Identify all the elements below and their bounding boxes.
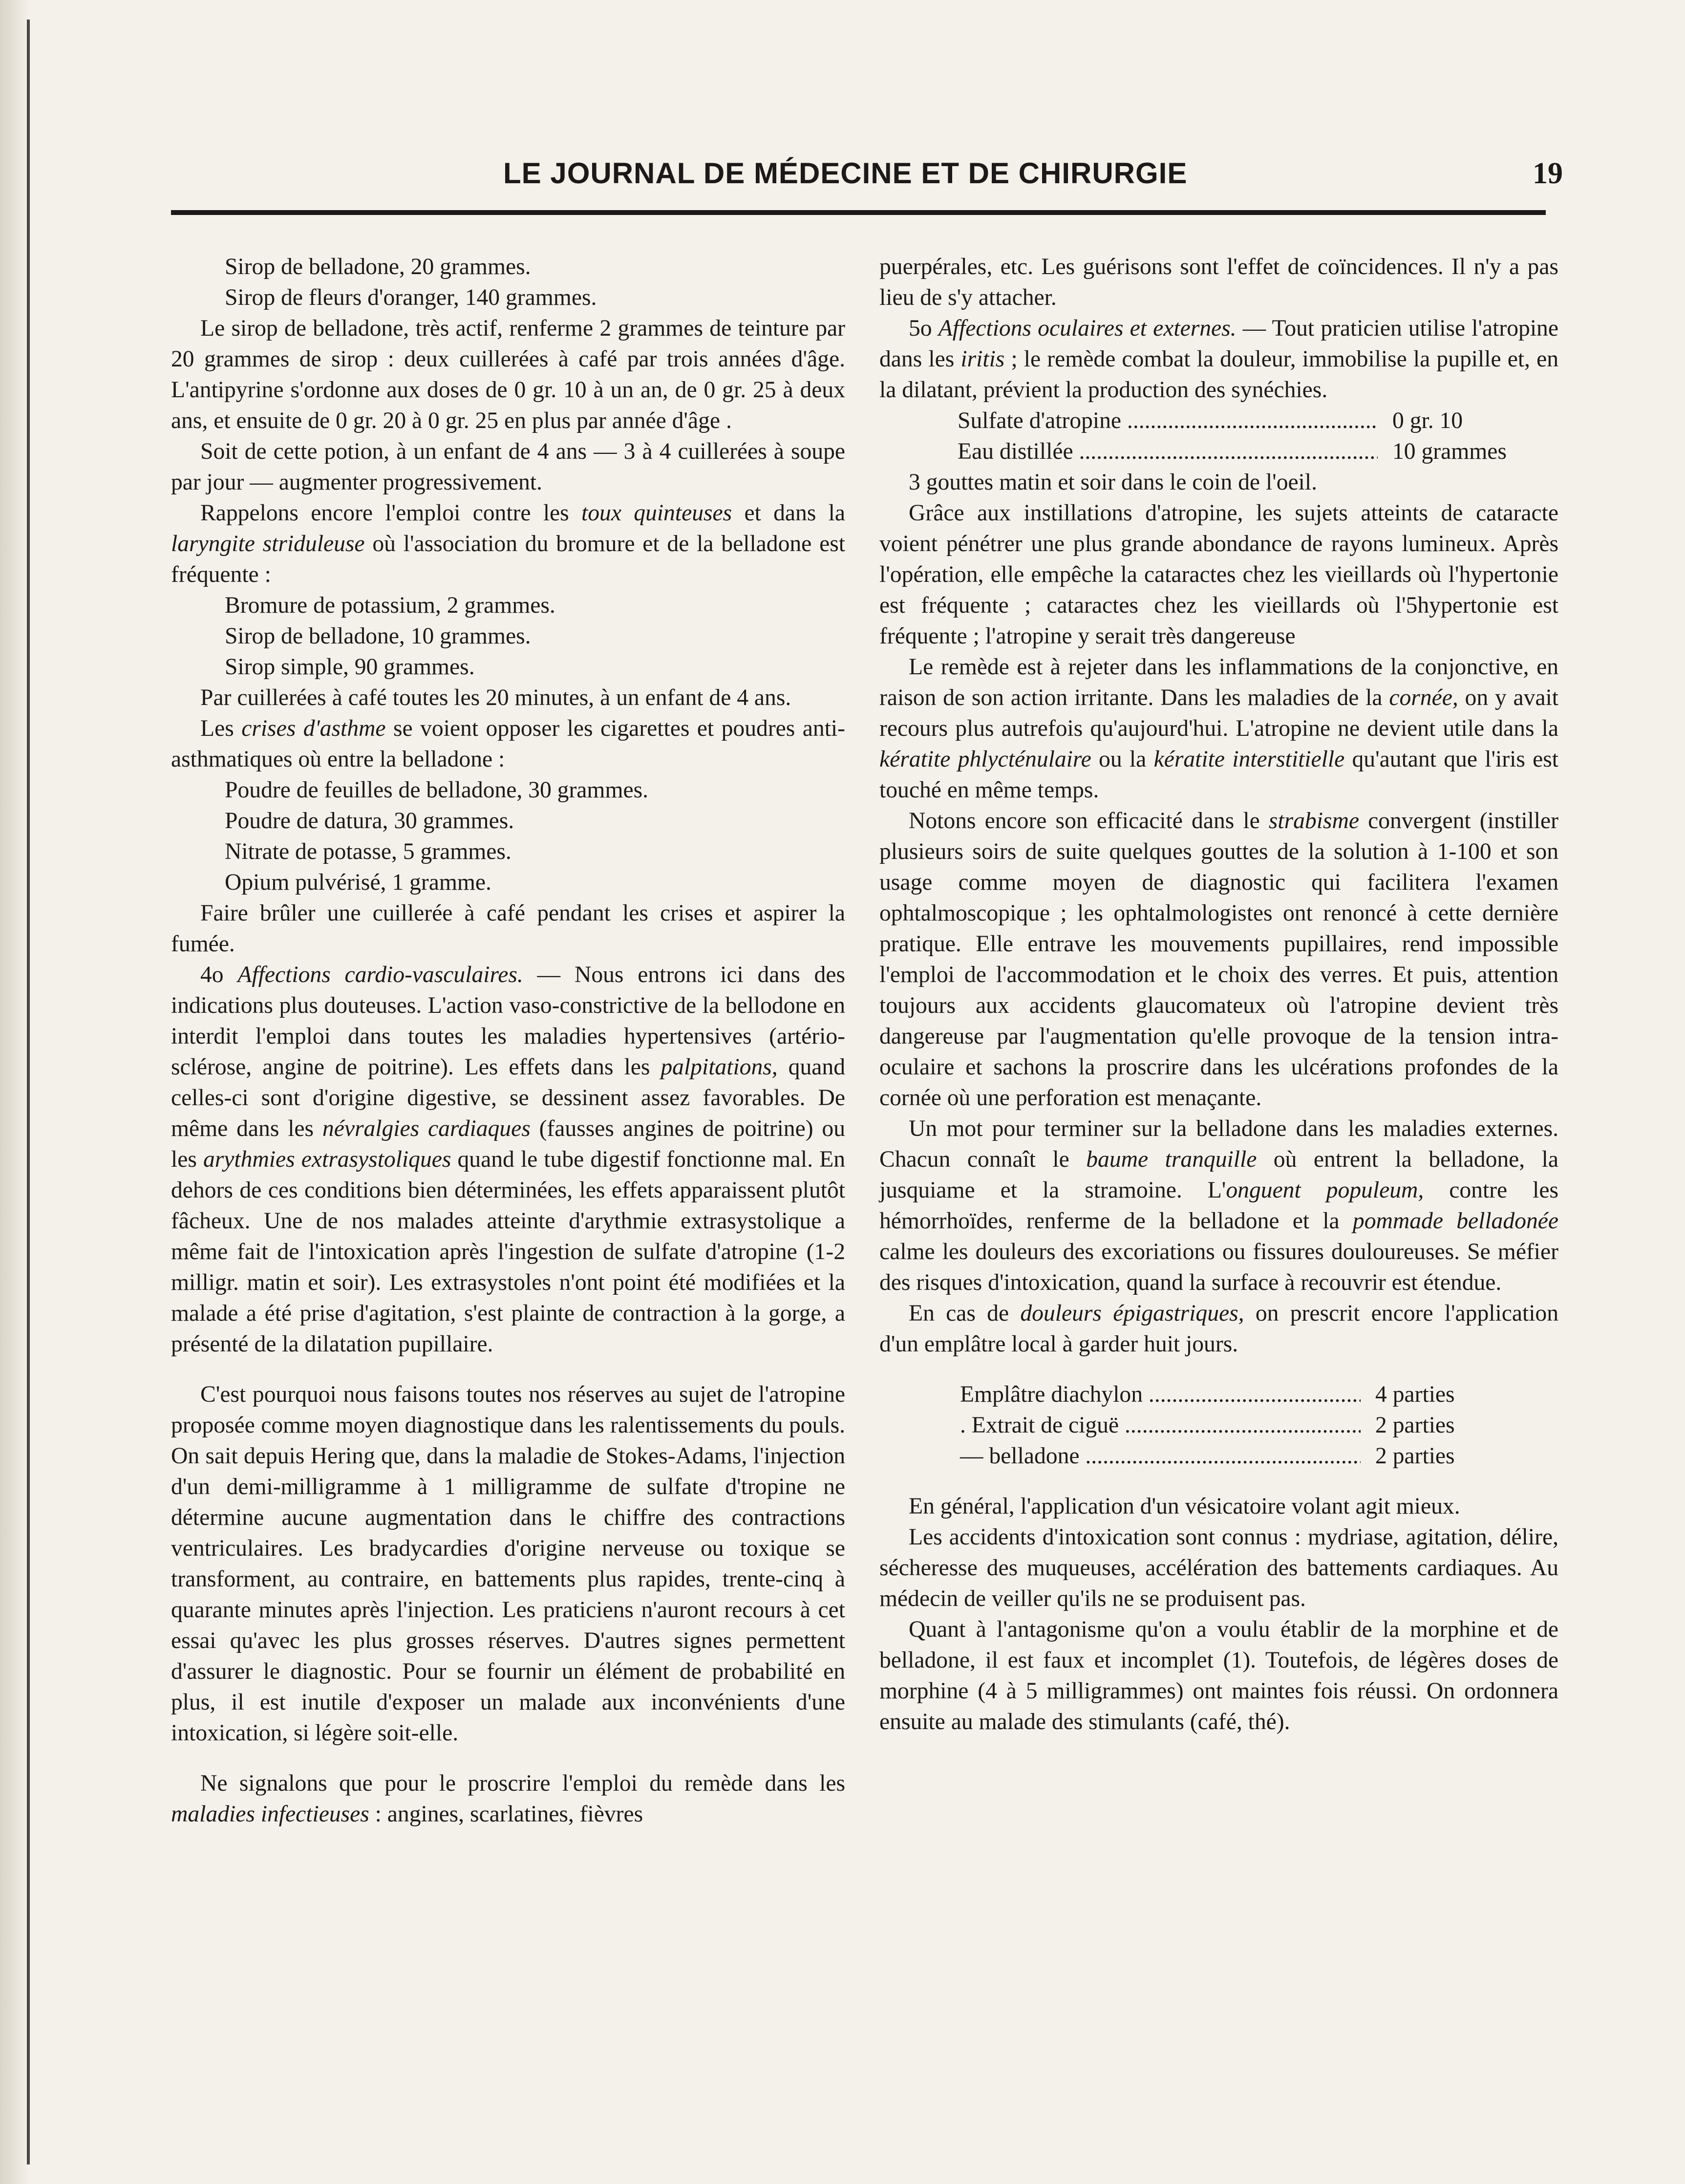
page-header	[171, 147, 1563, 200]
page-binding	[0, 0, 29, 2184]
prescription-atropine	[879, 406, 1558, 467]
prescription-line: Bromure de potassium, 2 grammes.	[225, 593, 555, 618]
paragraph: Quant à l'antagonisme qu'on a voulu établir de la morphine et de belladone, il est faux et incomplet (1). Toutefois, de légères doses de morphine (4 à 5 milligrammes) ont maintes fois réussi. On ordonnera ensuite au malade des stimulants (café, thé).	[879, 1617, 1558, 1734]
prescription-line: Sirop de belladone, 20 grammes.	[225, 254, 531, 279]
section-cardio-vasculaire: 4o Affections cardio-vasculaires. — Nous entrons ici dans des indications plus douteuses. L'action vaso-constrictive de la bellodone en interdit l'emploi dans toutes les maladies hypertensives (artério-sclérose, angine de poitrine). Les effets dans les palpitations, quand celles-ci sont d'origine digestive, se dessinent assez favorables. De même dans les névralgies cardiaques (fausses angines de poitrine) ou les arythmies extrasystoliques quand le tube digestif fonctionne mal. En dehors de ces conditions bien déterminées, les effets apparaissent plutôt fâcheux. Une de nos malades atteinte d'arythmie extrasystolique a même fait de l'intoxication après l'ingestion de sulfate d'atropine (1-2 milligr. matin et soir). Les extrasystoles n'ont point été modifiées et la malade a été prise d'agitation, s'est plainte de contraction à la gorge, a présenté de la dilatation pupillaire.	[171, 962, 845, 1357]
prescription-line: . Extrait de ciguë ..... 2 parties	[879, 1410, 1558, 1441]
prescription-belladone-syrup	[171, 252, 845, 313]
prescription-line: Sirop simple, 90 grammes.	[225, 654, 475, 680]
paragraph: Soit de cette potion, à un enfant de 4 ans — 3 à 4 cuillerées à soupe par jour — augmenter progressivement.	[171, 439, 845, 495]
paragraph: Faire brûler une cuillerée à café pendant les crises et aspirer la fumée.	[171, 900, 845, 957]
prescription-line: Opium pulvérisé, 1 gramme.	[225, 870, 491, 895]
prescription-emplatre	[879, 1379, 1558, 1472]
paragraph: Les accidents d'intoxication sont connus : mydriase, agitation, délire, sécheresse des muqueuses, accélération des battements cardiaques. Au médecin de veiller qu'ils ne se produisent pas.	[879, 1524, 1558, 1611]
section-oculaires: 5o Affections oculaires et externes. — Tout praticien utilise l'atropine dans les iritis ; le remède combat la douleur, immobilise la pupille et, en la dilatant, prévient la production des synéchies.	[879, 316, 1558, 403]
prescription-line: — belladone ..... 2 parties	[879, 1441, 1558, 1472]
paragraph: C'est pourquoi nous faisons toutes nos réserves au sujet de l'atropine proposée comme moyen diagnostique dans les ralentissements du pouls. On sait depuis Hering que, dans la maladie de Stokes-Adams, l'injection d'un demi-milligramme à 1 milligramme de sulfate d'tropine ne détermine aucune augmentation dans le chiffre des contractions ventriculaires. Les bradycardies d'origine nerveuse ou toxique se transforment, au contraire, en battements plus rapides, trente-cinq à quarante minutes après l'injection. Les praticiens n'auront recours à cet essai qu'avec les plus grosses réserves. D'autres signes permettent d'assurer le diagnostic. Pour se fournir un élément de probabilité en plus, il est inutile d'exposer un malade aux inconvénients d'une intoxication, si légère soit-elle.	[171, 1382, 845, 1746]
paragraph: Grâce aux instillations d'atropine, les sujets atteints de cataracte voient pénétrer une plus grande abondance de rayons lumineux. Après l'opération, elle empêche la cataractes chez les vieillards où l'hypertonie est fréquente ; cataractes chez les vieillards où l'5hypertonie est fréquente ; l'atropine y serait très dangereuse	[879, 500, 1558, 649]
paragraph: En général, l'application d'un vésicatoire volant agit mieux.	[909, 1494, 1460, 1519]
prescription-line: Emplâtre diachylon ..... 4 parties	[879, 1379, 1558, 1410]
paragraph: puerpérales, etc. Les guérisons sont l'effet de coïncidences. Il n'y a pas lieu de s'y attacher.	[879, 254, 1558, 310]
header-rule	[171, 210, 1546, 215]
page-number: 19	[1533, 157, 1563, 190]
prescription-line: Sirop de fleurs d'oranger, 140 grammes.	[225, 285, 597, 310]
prescription-line: Sulfate d'atropine ..... 0 gr. 10	[879, 406, 1558, 436]
prescription-line: Eau distillée ..... 10 grammes	[879, 436, 1558, 467]
paragraph: Par cuillerées à café toutes les 20 minutes, à un enfant de 4 ans.	[200, 685, 791, 710]
paragraph: Rappelons encore l'emploi contre les toux quinteuses et dans la laryngite striduleuse où l'association du bromure et de la belladone est fréquente :	[171, 500, 845, 587]
paragraph: En cas de douleurs épigastriques, on prescrit encore l'application d'un emplâtre local à garder huit jours.	[879, 1301, 1559, 1357]
prescription-asthma-powder	[171, 775, 845, 898]
prescription-line: Nitrate de potasse, 5 grammes.	[225, 839, 512, 864]
prescription-line: Poudre de feuilles de belladone, 30 grammes.	[225, 777, 649, 803]
left-column	[171, 252, 845, 1830]
prescription-line: Sirop de belladone, 10 grammes.	[225, 623, 531, 649]
paragraph: Le remède est à rejeter dans les inflammations de la conjonctive, en raison de son action irritante. Dans les maladies de la cornée, on y avait recours plus autrefois qu'aujourd'hui. L'atropine ne devient utile dans la kératite phlycténulaire ou la kératite interstitielle qu'autant que l'iris est touché en même temps.	[879, 654, 1559, 803]
right-column	[879, 252, 1558, 1737]
paragraph: Un mot pour terminer sur la belladone dans les maladies externes. Chacun connaît le baume tranquille où entrent la belladone, la jusquiame et la stramoine. L'onguent populeum, contre les hémorrhoïdes, renferme de la belladone et la pommade belladonée calme les douleurs des excoriations ou fissures douloureuses. Se méfier des risques d'intoxication, quand la surface à recouvrir est étendue.	[879, 1116, 1559, 1295]
paragraph: Les crises d'asthme se voient opposer les cigarettes et poudres anti-asthmatiques où entre la belladone :	[171, 716, 845, 772]
prescription-line: Poudre de datura, 30 grammes.	[225, 808, 514, 834]
paragraph: Ne signalons que pour le proscrire l'emploi du remède dans les maladies infectieuses : angines, scarlatines, fièvres	[171, 1771, 845, 1827]
paragraph: 3 gouttes matin et soir dans le coin de l'oeil.	[909, 470, 1318, 495]
paragraph: Notons encore son efficacité dans le strabisme convergent (instiller plusieurs soirs de suite quelques gouttes de la solution à 1-100 et son usage comme moyen de diagnostic qui facilitera l'examen ophtalmoscopique ; les ophtalmologistes ont renoncé à cette dernière pratique. Elle entrave les mouvements pupillaires, rend impossible l'emploi de l'accommodation et le choix des verres. Et puis, attention toujours aux accidents glaucomateux où l'atropine devient très dangereuse par l'augmentation qu'elle provoque de la tension intra-oculaire et sachons la proscrire dans les ulcérations profondes de la cornée où une perforation est menaçante.	[879, 808, 1559, 1111]
paragraph: Le sirop de belladone, très actif, renferme 2 grammes de teinture par 20 grammes de sirop : deux cuillerées à café par trois années d'âge. L'antipyrine s'ordonne aux doses de 0 gr. 10 à un an, de 0 gr. 25 à deux ans, et ensuite de 0 gr. 20 à 0 gr. 25 en plus par année d'âge .	[171, 316, 845, 433]
journal-title: LE JOURNAL DE MÉDECINE ET DE CHIRURGIE	[503, 157, 1188, 190]
binding-edge-line	[27, 20, 30, 2164]
prescription-bromure	[171, 590, 845, 683]
